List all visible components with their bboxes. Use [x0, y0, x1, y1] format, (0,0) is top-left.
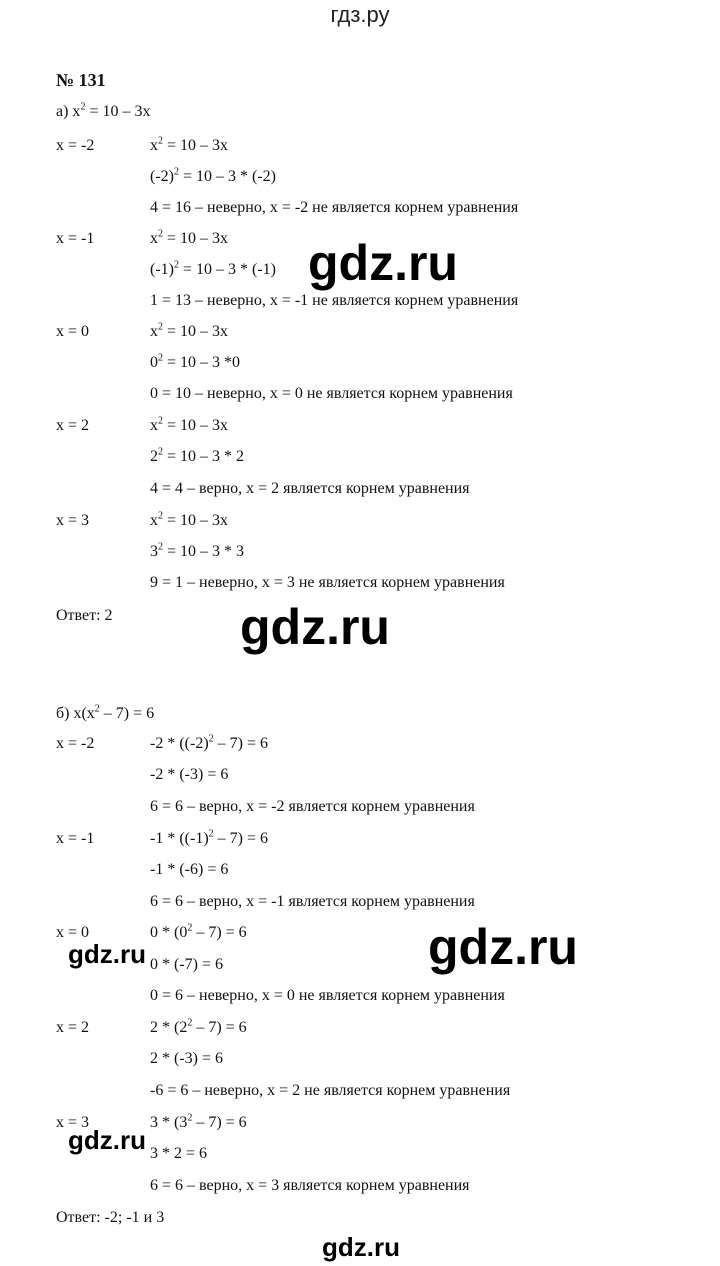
part-b-row-equation: $2 * (2^2 - 7) = 6$ — [150, 1017, 247, 1036]
part-a-answer: Ответ: 2 — [56, 607, 113, 624]
part-a-heading: а) $x^2 = 10 - 3x$ — [56, 101, 151, 120]
part-b-row-simplified: 0 * (-7) = 6 — [150, 956, 224, 973]
part-b-row-equation: $-1 * ((-1)^2 - 7) = 6$ — [150, 828, 268, 847]
part-a-row-substitution: $3^2 = 10 - 3 * 3$ — [150, 541, 245, 560]
part-b-answer: Ответ: -2; -1 и 3 — [56, 1209, 165, 1226]
part-b-heading: б) $x(x^2 - 7) = 6$ — [56, 703, 155, 722]
part-a-row-label: x = 3 — [56, 512, 90, 529]
part-b-row-equation: $3 * (3^2 - 7) = 6$ — [150, 1112, 247, 1131]
part-b-row-label: x = 3 — [56, 1114, 90, 1131]
site-header: гдз.ру — [330, 2, 390, 27]
part-a-row-label: x = -2 — [56, 137, 95, 154]
part-a-row-substitution: $(-1)^2 = 10 - 3 * (-1)$ — [150, 259, 276, 278]
watermark: gdz.ru — [68, 939, 146, 969]
part-b-row-result: 6 = 6 – верно, x = 3 является корнем уравнения — [150, 1177, 470, 1194]
part-a-row-result: 1 = 13 – неверно, x = -1 не является корнем уравнения — [150, 292, 519, 309]
part-b-row-result: -6 = 6 – неверно, x = 2 не является корнем уравнения — [150, 1082, 511, 1099]
part-a-row-substitution: $2^2 = 10 - 3 * 2$ — [150, 446, 245, 465]
part-a-row-label: x = 0 — [56, 323, 90, 340]
watermark: gdz.ru — [68, 1125, 146, 1155]
part-b-row-equation: $-2 * ((-2)^2 - 7) = 6$ — [150, 733, 268, 752]
watermark: gdz.ru — [240, 599, 390, 655]
part-a-row-equation: $x^2 = 10 - 3x$ — [150, 321, 229, 340]
part-a-row-result: 4 = 16 – неверно, x = -2 не является корнем уравнения — [150, 199, 519, 216]
part-b-row-label: x = 0 — [56, 924, 90, 941]
part-a-row-substitution: $0^2 = 10 - 3$ *0 — [150, 352, 241, 371]
problem-number: № 131 — [56, 70, 106, 90]
part-a-row-label: x = -1 — [56, 230, 95, 247]
part-b-row-label: x = -1 — [56, 830, 95, 847]
part-a-row-equation: $x^2 = 10 - 3x$ — [150, 415, 229, 434]
part-a-row-result: 9 = 1 – неверно, x = 3 не является корнем уравнения — [150, 574, 505, 591]
part-b-row-simplified: -1 * (-6) = 6 — [150, 861, 229, 878]
part-a-row-equation: $x^2 = 10 - 3x$ — [150, 228, 229, 247]
part-a-row-equation: $x^2 = 10 - 3x$ — [150, 135, 229, 154]
watermark: gdz.ru — [322, 1232, 400, 1262]
part-b-row-simplified: 2 * (-3) = 6 — [150, 1050, 224, 1067]
part-a-row-substitution: $(-2)^2 = 10 - 3 * (-2)$ — [150, 166, 276, 185]
part-b-row-equation: $0 * (0^2 - 7) = 6$ — [150, 922, 247, 941]
part-a-row-result: 4 = 4 – верно, x = 2 является корнем уравнения — [150, 480, 470, 497]
part-a-row-equation: $x^2 = 10 - 3x$ — [150, 510, 229, 529]
part-a-row-result: 0 = 10 – неверно, x = 0 не является корнем уравнения — [150, 385, 513, 402]
part-b-row-result: 0 = 6 – неверно, x = 0 не является корнем уравнения — [150, 987, 505, 1004]
part-b-row-label: x = -2 — [56, 735, 95, 752]
part-a-row-label: x = 2 — [56, 417, 90, 434]
part-b-row-result: 6 = 6 – верно, x = -2 является корнем уравнения — [150, 798, 475, 815]
part-b-row-label: x = 2 — [56, 1019, 90, 1036]
part-b-row-simplified: 3 * 2 = 6 — [150, 1145, 208, 1162]
watermark: gdz.ru — [428, 919, 578, 975]
part-b-row-result: 6 = 6 – верно, x = -1 является корнем уравнения — [150, 893, 475, 910]
part-b-row-simplified: -2 * (-3) = 6 — [150, 766, 229, 783]
watermark: gdz.ru — [308, 235, 458, 291]
